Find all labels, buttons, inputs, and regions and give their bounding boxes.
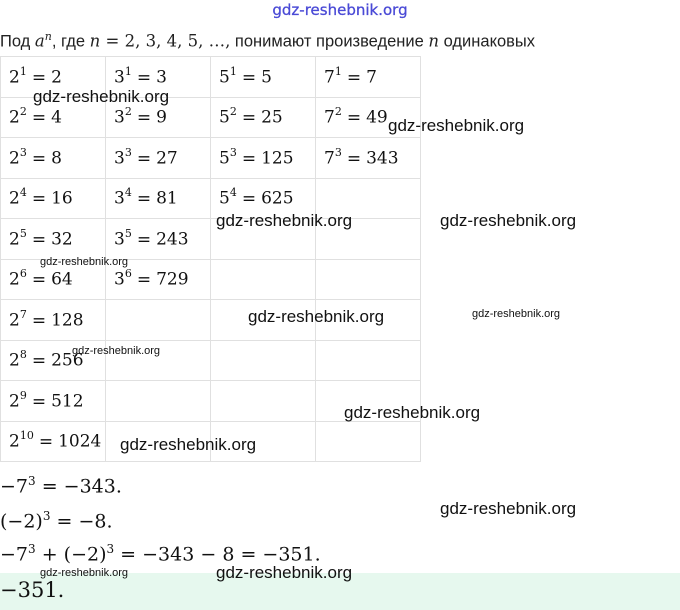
power-value: 3 <box>156 67 167 88</box>
intro-before: Под <box>0 32 35 51</box>
table-row <box>1 340 421 381</box>
power-exponent: 4 <box>229 186 237 200</box>
power-exponent: 3 <box>19 145 27 159</box>
equals-sign: = <box>136 189 152 210</box>
line1-exp: 3 <box>28 474 36 488</box>
line3-exp2: 3 <box>106 542 115 556</box>
table-cell <box>211 259 316 300</box>
table-cell <box>316 138 421 179</box>
intro-var2: n <box>428 31 440 51</box>
equals-sign: = <box>136 270 152 291</box>
power-value: 27 <box>156 148 178 169</box>
power-exponent: 3 <box>229 145 237 159</box>
power-value: 16 <box>51 189 73 210</box>
power-base: 2 <box>9 432 20 453</box>
power-exponent: 1 <box>124 64 132 78</box>
table-cell <box>106 300 211 341</box>
equals-sign: = <box>136 67 152 88</box>
watermark-top: gdz-reshebnik.org <box>272 1 408 19</box>
equals-sign: = <box>346 67 362 88</box>
power-base: 5 <box>219 108 230 129</box>
intro-tail: одинаковых <box>439 32 536 51</box>
table-cell <box>316 421 421 462</box>
power-base: 2 <box>9 310 20 331</box>
table-cell <box>1 300 106 341</box>
power-value: 243 <box>156 229 189 250</box>
power-value: 625 <box>261 189 294 210</box>
equals-sign: = <box>136 148 152 169</box>
power-exponent: 5 <box>124 226 132 240</box>
power-base: 2 <box>9 270 20 291</box>
table-cell <box>316 259 421 300</box>
line3-exp1: 3 <box>28 542 36 556</box>
watermark: gdz-reshebnik.org <box>388 116 525 135</box>
power-base: 2 <box>9 351 20 372</box>
table-cell <box>106 138 211 179</box>
power-base: 5 <box>219 67 230 88</box>
equals-sign: = <box>136 108 152 129</box>
power-base: 3 <box>114 108 125 129</box>
equals-sign: = <box>31 270 47 291</box>
power-base: 7 <box>324 108 335 129</box>
table-cell <box>1 138 106 179</box>
power-exponent: 2 <box>229 105 237 119</box>
power-exponent: 6 <box>124 267 132 281</box>
power-exponent: 10 <box>19 429 34 443</box>
table-cell <box>211 381 316 422</box>
watermark: gdz-reshebnik.org <box>72 345 161 357</box>
intro-var: n <box>89 31 101 51</box>
table-cell <box>1 178 106 219</box>
power-exponent: 5 <box>19 226 27 240</box>
power-base: 2 <box>9 189 20 210</box>
equals-sign: = <box>31 108 47 129</box>
equals-sign: = <box>31 67 47 88</box>
equals-sign: = <box>31 351 47 372</box>
power-base: 7 <box>324 67 335 88</box>
power-exponent: 2 <box>19 105 27 119</box>
power-base: 2 <box>9 391 20 412</box>
watermark: gdz-reshebnik.org <box>120 435 257 454</box>
table-cell <box>1 421 106 462</box>
power-value: 32 <box>51 229 73 250</box>
answer-value: −351. <box>0 578 65 602</box>
intro-values: = 2, 3, 4, 5, …, <box>100 31 231 51</box>
intro-exp: n <box>44 30 52 43</box>
power-value: 49 <box>366 108 388 129</box>
line1-pre: −7 <box>0 475 29 498</box>
equals-sign: = <box>31 189 47 210</box>
line3-mid: + (−2) <box>35 543 107 566</box>
equals-sign: = <box>136 229 152 250</box>
power-exponent: 4 <box>19 186 27 200</box>
power-value: 81 <box>156 189 178 210</box>
watermark: gdz-reshebnik.org <box>216 563 353 582</box>
table-cell <box>106 381 211 422</box>
power-exponent: 6 <box>19 267 27 281</box>
intro-mid: , где <box>51 32 90 51</box>
power-value: 1024 <box>58 432 102 453</box>
power-exponent: 4 <box>124 186 132 200</box>
power-value: 2 <box>51 67 62 88</box>
intro-base: a <box>34 31 45 51</box>
line2-post: = −8. <box>50 510 113 533</box>
table-row <box>1 138 421 179</box>
equals-sign: = <box>241 148 257 169</box>
power-base: 2 <box>9 67 20 88</box>
power-base: 3 <box>114 270 125 291</box>
power-exponent: 1 <box>334 64 342 78</box>
equals-sign: = <box>241 108 257 129</box>
solution-line-1 <box>0 474 122 497</box>
power-base: 5 <box>219 148 230 169</box>
power-exponent: 9 <box>19 388 27 402</box>
table-cell <box>316 57 421 98</box>
power-exponent: 7 <box>19 307 27 321</box>
power-base: 2 <box>9 229 20 250</box>
table-cell <box>211 138 316 179</box>
power-base: 5 <box>219 189 230 210</box>
intro-after: понимают произведение <box>230 32 429 51</box>
power-exponent: 3 <box>124 145 132 159</box>
equals-sign: = <box>38 432 54 453</box>
equals-sign: = <box>346 148 362 169</box>
table-cell <box>316 340 421 381</box>
power-value: 25 <box>261 108 283 129</box>
power-value: 5 <box>261 67 272 88</box>
power-exponent: 1 <box>19 64 27 78</box>
equals-sign: = <box>346 108 362 129</box>
solution-line-3 <box>0 542 321 565</box>
table-cell <box>1 381 106 422</box>
power-base: 3 <box>114 229 125 250</box>
watermark: gdz-reshebnik.org <box>216 211 353 230</box>
power-value: 512 <box>51 391 84 412</box>
power-value: 64 <box>51 270 73 291</box>
table-row <box>1 219 421 260</box>
power-exponent: 2 <box>334 105 342 119</box>
table-cell <box>211 340 316 381</box>
line1-post: = −343. <box>35 475 122 498</box>
power-value: 729 <box>156 270 189 291</box>
equals-sign: = <box>31 229 47 250</box>
line2-exp: 3 <box>42 509 51 523</box>
intro-text <box>0 30 535 52</box>
solution-line-2 <box>0 509 113 532</box>
power-base: 3 <box>114 67 125 88</box>
line2-pre: (−2) <box>0 510 43 533</box>
power-exponent: 3 <box>334 145 342 159</box>
line3-pre: −7 <box>0 543 29 566</box>
table-row <box>1 178 421 219</box>
power-value: 7 <box>366 67 377 88</box>
power-value: 343 <box>366 148 399 169</box>
power-base: 2 <box>9 108 20 129</box>
power-value: 9 <box>156 108 167 129</box>
table-cell <box>106 178 211 219</box>
watermark: gdz-reshebnik.org <box>472 308 561 320</box>
power-value: 4 <box>51 108 62 129</box>
table-cell <box>1 219 106 260</box>
power-base: 7 <box>324 148 335 169</box>
line3-post: = −343 − 8 = −351. <box>114 543 321 566</box>
equals-sign: = <box>241 189 257 210</box>
power-base: 3 <box>114 189 125 210</box>
watermark: gdz-reshebnik.org <box>344 403 481 422</box>
watermark: gdz-reshebnik.org <box>440 211 577 230</box>
power-exponent: 8 <box>19 348 27 362</box>
power-value: 125 <box>261 148 294 169</box>
power-base: 2 <box>9 148 20 169</box>
equals-sign: = <box>31 310 47 331</box>
table-cell <box>211 57 316 98</box>
table-cell <box>211 97 316 138</box>
power-base: 3 <box>114 148 125 169</box>
power-exponent: 1 <box>229 64 237 78</box>
power-value: 8 <box>51 148 62 169</box>
watermark: gdz-reshebnik.org <box>440 499 577 518</box>
power-exponent: 2 <box>124 105 132 119</box>
watermark: gdz-reshebnik.org <box>248 307 385 326</box>
power-value: 128 <box>51 310 84 331</box>
equals-sign: = <box>241 67 257 88</box>
equals-sign: = <box>31 148 47 169</box>
equals-sign: = <box>31 391 47 412</box>
watermark: gdz-reshebnik.org <box>40 256 129 268</box>
watermark: gdz-reshebnik.org <box>33 87 170 106</box>
table-cell <box>106 219 211 260</box>
watermark: gdz-reshebnik.org <box>40 567 129 579</box>
power-value: 256 <box>51 351 84 372</box>
